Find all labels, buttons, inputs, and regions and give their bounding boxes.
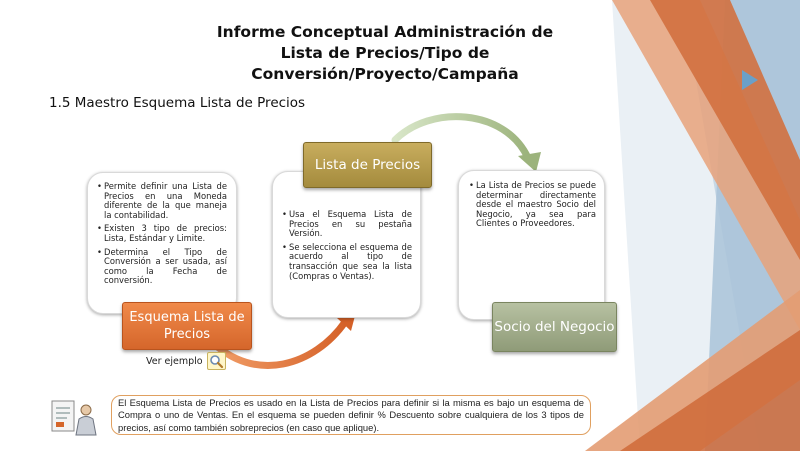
socio-bullet: • La Lista de Precios se puede determinar directamente desde el maestro Socio del Negocio, ya sea para Clientes o Proveedores. (469, 181, 596, 229)
section-heading: 1.5 Maestro Esquema Lista de Precios (49, 95, 306, 111)
socio-negocio-card (458, 170, 605, 320)
esquema-bullet: • Existen 3 tipo de precios: Lista, Estándar y Limite. (97, 224, 227, 243)
title-line-2: Lista de Precios/Tipo de Conversión/Proyecto/Campaña (251, 44, 519, 83)
esquema-lista-precios-label[interactable]: Esquema Lista de Precios (122, 302, 252, 350)
socio-negocio-label[interactable]: Socio del Negocio (492, 302, 617, 352)
document-person-icon (50, 399, 100, 437)
lista-precios-card (272, 171, 421, 318)
esquema-bullet: • Permite definir una Lista de Precios en una Moneda diferente de la que maneja la contabilidad. (97, 182, 227, 220)
magnifier-icon[interactable] (207, 352, 226, 370)
lista-bullet: • Usa el Esquema Lista de Precios en su pestaña Versión. (282, 210, 412, 239)
lista-bullet: • Se selecciona el esquema de acuerdo al tipo de transacción que sea la lista (Compras o Ventas). (282, 243, 412, 281)
esquema-bullet: • Determina el Tipo de Conversión a ser usada, así como la Fecha de conversión. (97, 248, 227, 286)
esquema-card (87, 172, 237, 314)
footer-note: El Esquema Lista de Precios es usado en la Lista de Precios para definir si la misma es bajo un esquema de Compra o uno de Ventas. En el esquema se pueden definir % Descuento sobre cualquiera de los 3 tipos de precios, así como también sobreprecios (en caso que aplique). (111, 395, 591, 435)
magnifier-icon-graphic (208, 353, 225, 369)
title-line-1: Informe Conceptual Administración de (216, 23, 554, 41)
ver-ejemplo-link[interactable]: Ver ejemplo (146, 356, 203, 367)
lista-precios-label[interactable]: Lista de Precios (303, 142, 432, 188)
